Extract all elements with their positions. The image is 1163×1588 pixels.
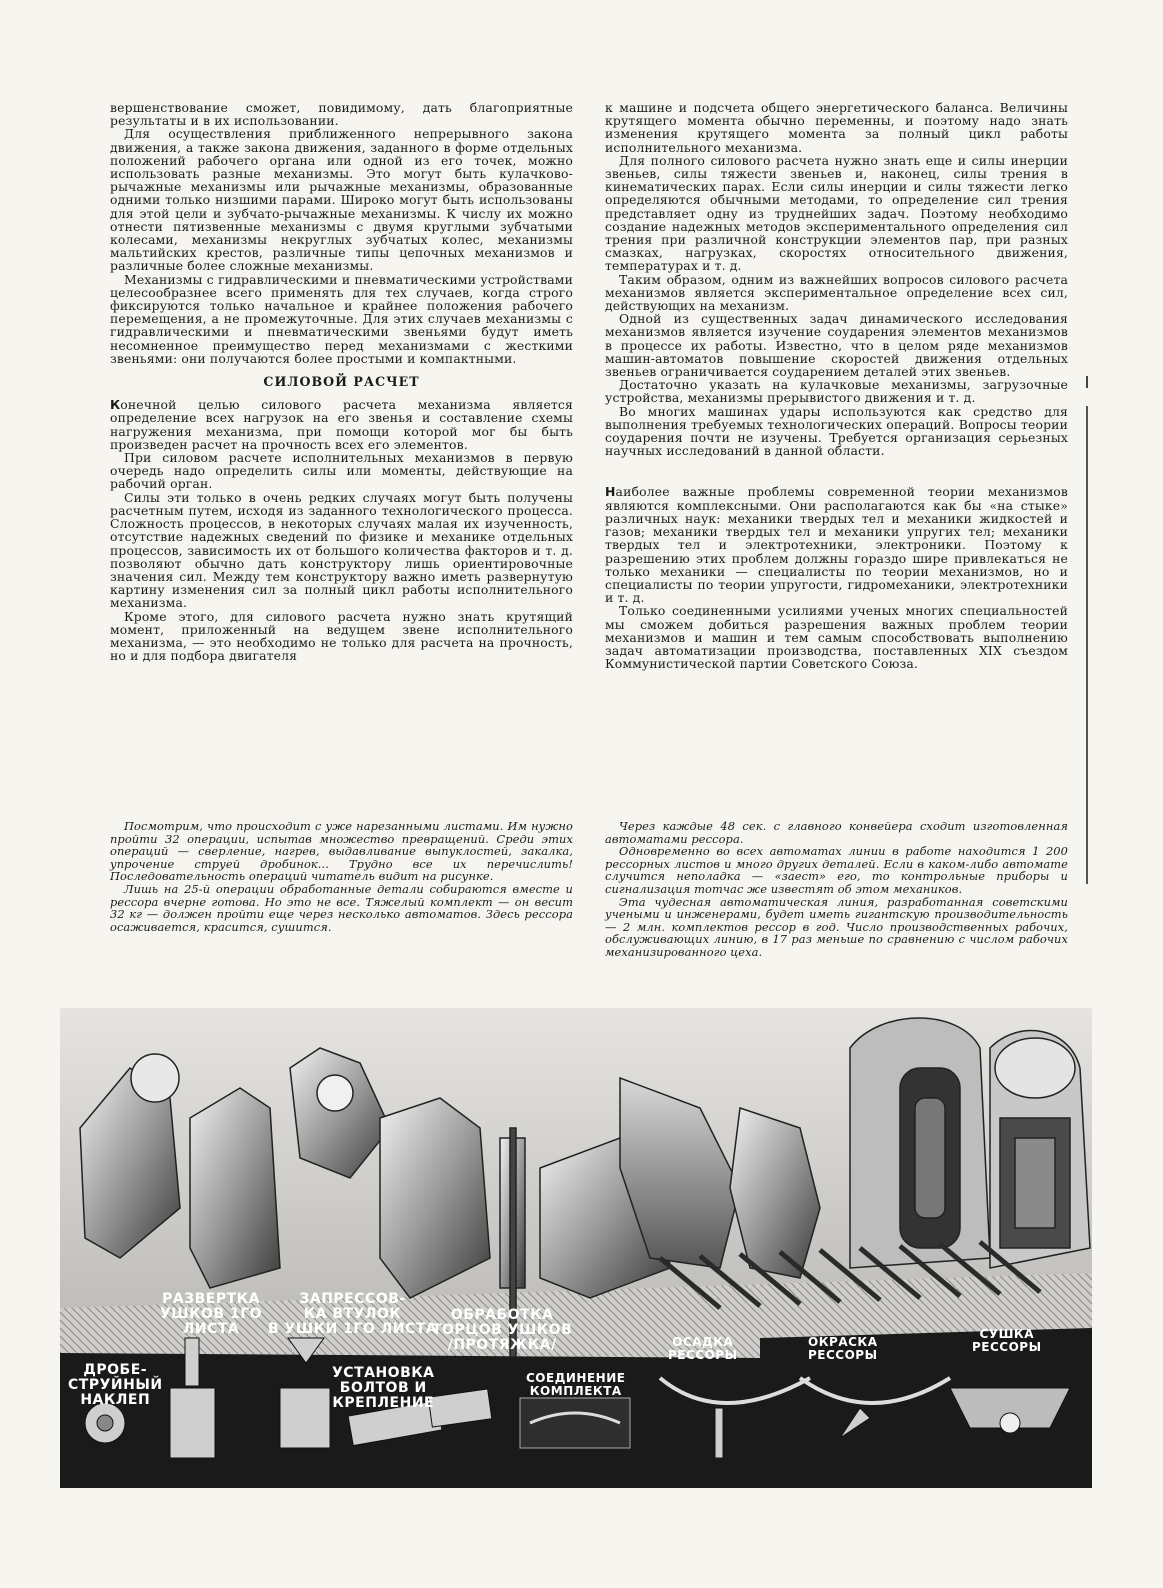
paragraph xyxy=(110,398,573,451)
label-pressing: ЗАПРЕССОВ- КА ВТУЛОК В УШКИ 1ГО ЛИСТА xyxy=(268,1291,438,1337)
margin-mark xyxy=(1086,376,1088,388)
paragraph: к машине и подсчета общего энергетического баланса. Величины крутящего момента обычно переменны, и поэтому надо знать изменения крутящего момента за полный цикл работы исполнительного механизма. xyxy=(605,100,1068,155)
paragraph: При силовом расчете исполнительных механизмов в первую очередь надо определить силы или моменты, действующие на рабочий орган. xyxy=(110,450,573,492)
paragraph: Кроме этого, для силового расчета нужно знать крутящий момент, приложенный на ведущем звене исполнительного механизма, — это необходимо не только для расчета на прочность, но и для подбора двигателя xyxy=(110,608,573,664)
paragraph: Одной из существенных задач динамического исследования механизмов является изучение соударения элементов механизмов в процессе их работы. Известно, что в целом ряде механизмов машин-автоматов повышение скоростей движения отдельных звеньев ограничивается соударением деталей этих звеньев. xyxy=(605,311,1068,380)
caption-paragraph: Лишь на 25-й операции обработанные детали собираются вместе и рессора вчерне готова. Но это не все. Тяжелый комплект — он весит 32 кг — должен пройти еще через несколько автоматов. Здесь рессора осаживается, красится, сушится. xyxy=(110,881,573,934)
machinery-drawing xyxy=(60,1008,1092,1488)
paragraph: Достаточно указать на кулачковые механизмы, загрузочные устройства, механизмы прерывистого движения и т. д. xyxy=(605,377,1068,406)
margin-mark xyxy=(1086,406,1088,884)
label-shot-peening: ДРОБЕ- СТРУЙНЫЙ НАКЛЕП xyxy=(68,1362,163,1408)
caption-paragraph: Посмотрим, что происходит с уже нарезанными листами. Им нужно пройти 32 операции, испытав множество превращений. Среди этих операций — сверление, нагрев, выдавливание выпуклостей, закалка, упрочение струей дробинок... Трудно все их перечислить! Последовательность операций читатель видит на рисунке. xyxy=(110,819,573,884)
paragraph: Для полного силового расчета нужно знать еще и силы инерции звеньев, силы тяжести звеньев и, наконец, силы трения в кинематических парах. Если силы инерции и силы тяжести легко определяются обычными методами, то определение сил трения представляет одну из труднейших задач. Поэтому необходимо создание надежных методов экспериментального определения сил трения при различной конструкции элементов пар, при разных смазках, нагрузках, скоростях относительного движения, температурах и т. д. xyxy=(605,152,1068,274)
paragraph-text: аиболее важные проблемы современной теории механизмов являются комплексными. Они располагаются как бы «на стыке» различных наук: механики твердых тел и механики жидкостей и газов; механики твердых тел и механики упругих тел; механики твердых тел и электротехники, электроники. Поэтому к разрешению этих проблем должны гораздо шире привлекаться не только механики — специалисты по теории механизмов, но и специалисты по теории упругости, гидромеханики, электротехники и т. д. xyxy=(605,484,1068,606)
paragraph xyxy=(605,485,1068,604)
drop-cap: Н xyxy=(605,484,616,500)
paragraph: Только соединенными усилиями ученых многих специальностей мы сможем добиться разрешения важных проблем теории механизмов и машин и тем самым способствовать выполнению задач автоматизации производства, поставленных XIX съездом Коммунистической партии Советского Союза. xyxy=(605,603,1068,672)
paragraph: вершенствование сможет, повидимому, дать благоприятные результаты и в их использовании. xyxy=(110,100,573,129)
left-text-column xyxy=(110,101,573,662)
label-painting: ОКРАСКА РЕССОРЫ xyxy=(808,1335,878,1362)
right-text-column xyxy=(605,101,1068,670)
label-assembly: СОЕДИНЕНИЕ КОМПЛЕКТА xyxy=(526,1371,626,1398)
label-bolts: УСТАНОВКА БОЛТОВ И КРЕПЛЕНИЕ xyxy=(332,1365,435,1411)
paragraph-text: онечной целью силового расчета механизма является определение всех нагрузок на его звенья и составление схемы нагружения механизма, при помощи которой мог бы быть произведен расчет на прочность всех его элементов. xyxy=(110,397,573,452)
label-machining: ОБРАБОТКА ТОРЦОВ УШКОВ /ПРОТЯЖКА/ xyxy=(432,1307,573,1353)
production-line-illustration xyxy=(60,1008,1092,1488)
drop-cap: К xyxy=(110,397,121,413)
section-heading: СИЛОВОЙ РАСЧЕТ xyxy=(263,374,420,390)
label-settling: ОСАДКА РЕССОРЫ xyxy=(668,1335,738,1362)
label-drying: СУШКА РЕССОРЫ xyxy=(972,1327,1042,1354)
paragraph: Для осуществления приближенного непрерывного закона движения, а также закона движения, заданного в форме отдельных положений рабочего органа или одной из его точек, можно использовать разные механизмы. Это могут быть кулачково-рычажные механизмы или рычажные механизмы, образованные одними только низшими парами. Широко могут быть использованы для этой цели и зубчато-рычажные механизмы. К числу их можно отнести пятизвенные механизмы с двумя круглыми зубчатыми колесами, механизмы некруглых зубчатых колес, механизмы мальтийских крестов, различные типы цепочных механизмов и различные более сложные механизмы. xyxy=(110,126,573,274)
caption-paragraph: Одновременно во всех автоматах линии в работе находится 1 200 рессорных листов и много других деталей. Если в каком-либо автомате случится неполадка — «заест» его, то контрольные приборы и сигнализация тотчас же известят об этом механиков. xyxy=(605,844,1068,896)
paragraph: Силы эти только в очень редких случаях могут быть получены расчетным путем, исходя из заданного технологического процесса. Сложность процессов, в некоторых случаях малая их изученность, отсутствие надежных сведений по физике и механике отдельных процессов, зависимость их от большого количества факторов и т. д. позволяют обычно дать конструктору лишь ориентировочные значения сил. Между тем конструктору важно иметь развернутую картину изменения сил за полный цикл работы исполнительного механизма. xyxy=(110,489,573,611)
label-reaming: РАЗВЕРТКА УШКОВ 1ГО ЛИСТА xyxy=(160,1291,263,1337)
caption-left xyxy=(110,820,573,933)
caption-right xyxy=(605,820,1068,959)
caption-paragraph: Эта чудесная автоматическая линия, разработанная советскими учеными и инженерами, будет иметь гигантскую производительность — 2 млн. комплектов рессор в год. Число производственных рабочих, обслуживающих линию, в 17 раз меньше по сравнению с числом рабочих механизированного цеха. xyxy=(605,894,1068,959)
caption-paragraph: Через каждые 48 сек. с главного конвейера сходит изготовленная автоматами рессора. xyxy=(605,819,1068,846)
paragraph: Таким образом, одним из важнейших вопросов силового расчета механизмов является экспериментальное определение всех сил, действующих на механизм. xyxy=(605,271,1068,314)
paragraph: Во многих машинах удары используются как средство для выполнения требуемых технологических операций. Вопросы теории соударения почти не изучены. Требуется организация серьезных научных исследований в данной области. xyxy=(605,403,1068,459)
paragraph: Механизмы с гидравлическими и пневматическими устройствами целесообразнее всего применять для тех случаев, когда строго фиксируются только начальное и крайнее положения рабочего перемещения, а не промежуточные. Для этих случаев механизмы с гидравлическими и пневматическими звеньями будут иметь несомненное преимущество перед механизмами с жесткими звеньями: они получаются более простыми и компактными. xyxy=(110,271,573,366)
